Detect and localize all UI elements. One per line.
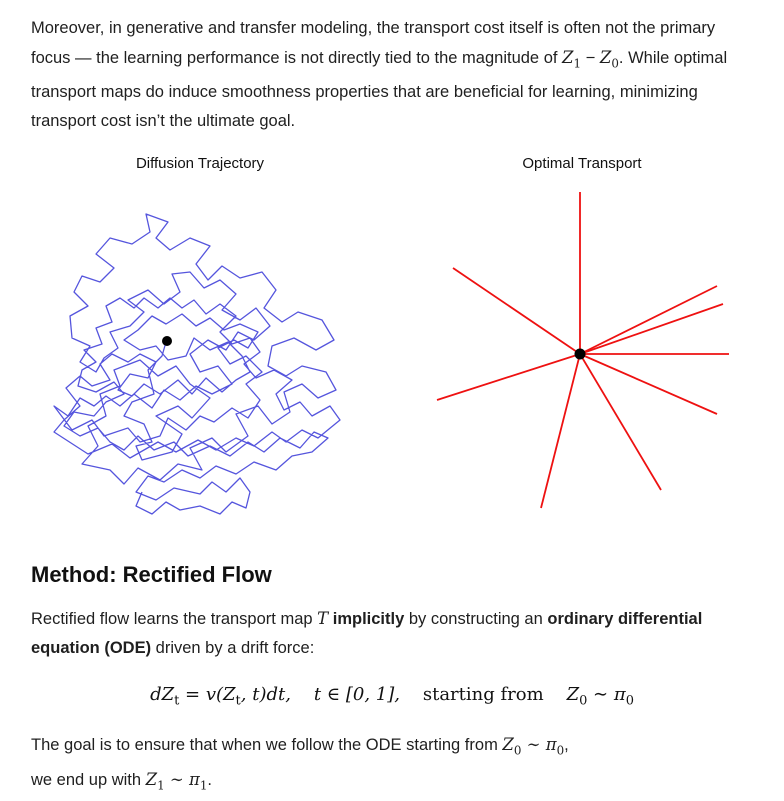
z1-math: $Z_1$	[562, 48, 582, 71]
transport-ray	[580, 286, 717, 354]
intro-paragraph	[31, 14, 756, 136]
transport-ray	[580, 354, 717, 414]
transport-ray	[541, 354, 580, 508]
transport-ray	[580, 354, 661, 490]
transport-ray	[453, 268, 580, 354]
transport-ray	[580, 304, 723, 354]
ot-figure-title: Optimal Transport	[522, 155, 642, 172]
source-point-marker	[575, 349, 586, 360]
transport-ray	[437, 354, 580, 400]
method-paragraph: Rectified flow learns the transport map T implicitly by constructing an ordinary differential equation (ODE) driven by a drift force:	[31, 609, 703, 657]
minus-sign: −	[581, 49, 600, 67]
intro-text-1: Moreover, in generative and transfer modeling, the transport cost itself is often not the primary focus — the learning performance is not directly tied to the magnitude of	[31, 19, 716, 67]
diffusion-trajectory-plot	[40, 180, 360, 520]
t-math: T	[317, 609, 329, 628]
optimal-transport-plot	[425, 180, 745, 520]
z0-math: $Z_0$	[599, 48, 619, 71]
intro-text-2: . While optimal transport maps do induce smoothness properties that are beneficial for learning, minimizing transport cost isn’t the ultimate goal.	[31, 49, 728, 131]
start-point-marker	[162, 336, 172, 346]
ode-equation: $dZ_t = v(Z_t$, t)dt, t ∈ [0, 1], starting from $Z_0$ ∼ $\pi_0$	[150, 684, 634, 709]
goal-paragraph: The goal is to ensure that when we follow the ODE starting from $Z_0$ ∼ $\pi_0$, we end up with $Z_1$ ∼ $\pi_1$.	[31, 735, 569, 793]
diffusion-path	[54, 214, 340, 514]
section-heading: Method: Rectified Flow	[31, 562, 272, 587]
diffusion-figure-title: Diffusion Trajectory	[135, 155, 265, 172]
